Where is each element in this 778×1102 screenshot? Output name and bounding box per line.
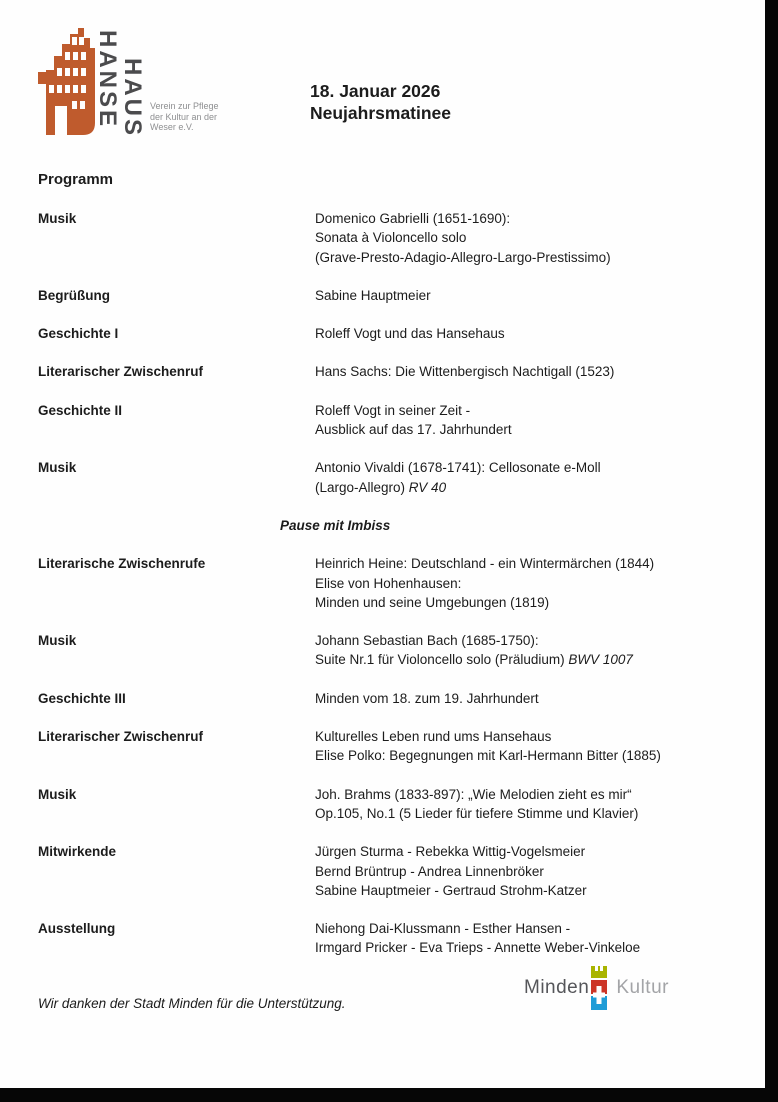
program-row (38, 286, 740, 305)
program-row-content (315, 785, 740, 824)
hansehaus-building-icon (38, 28, 95, 138)
logo-word-haus: HAUS (119, 58, 146, 139)
program-row-line: Bernd Brüntrup - Andrea Linnenbröker (315, 863, 544, 879)
program-row-content (315, 401, 740, 440)
program-row-content (315, 631, 740, 670)
program-row-line: Sabine Hauptmeier - Gertraud Strohm-Katzer (315, 882, 587, 898)
program-row (38, 324, 740, 343)
minden-kultur-logo (524, 965, 669, 1011)
event-title: Neujahrsmatinee (310, 103, 452, 123)
program-row (38, 785, 740, 824)
program-row-content (315, 727, 740, 766)
logo-tagline-line: der Kultur an der (150, 111, 218, 122)
program-row (38, 458, 740, 497)
program-heading: Programm (38, 171, 114, 188)
program-row (38, 362, 740, 381)
scan-border-right (765, 0, 778, 1102)
program-row-label: Musik (38, 786, 77, 802)
program-row-content (315, 324, 740, 343)
program-row-content (315, 689, 740, 708)
program-row-line: Hans Sachs: Die Wittenbergisch Nachtigall (1523) (315, 364, 615, 380)
program-row-content (315, 286, 740, 305)
hansehaus-logo (38, 25, 298, 145)
program-row-line: Sabine Hauptmeier (315, 287, 431, 303)
program-row (38, 727, 740, 766)
thanks-note: Wir danken der Stadt Minden für die Unterstützung. (38, 996, 346, 1011)
program-interlude: Pause mit Imbiss (280, 517, 391, 533)
program-row-line: Kulturelles Leben rund ums Hansehaus (315, 729, 552, 745)
program-row-label: Literarischer Zwischenruf (38, 364, 204, 380)
program-row-line: Elise Polko: Begegnungen mit Karl-Hermann Bitter (1885) (315, 748, 661, 764)
program-row-content (315, 554, 740, 612)
program-row-label: Musik (38, 211, 77, 226)
program-row (38, 842, 740, 900)
program-row (38, 689, 740, 708)
program-row (38, 631, 740, 670)
program-row-label: Musik (38, 460, 77, 476)
program-row-label: Geschichte III (38, 690, 126, 706)
scan-border-bottom (0, 1088, 778, 1102)
program-row-content (315, 842, 740, 900)
program-row-label: Literarische Zwischenrufe (38, 556, 206, 572)
program-row-line: (Grave-Presto-Adagio-Allegro-Largo-Prestissimo) (315, 249, 611, 265)
program-row-label: Ausstellung (38, 921, 116, 937)
minden-kultur-word-kultur: Kultur (616, 977, 669, 998)
program-row-line: Joh. Brahms (1833-897): „Wie Melodien zieht es mir“ (315, 786, 632, 802)
program-row-content (315, 458, 740, 497)
program-row-line: Minden vom 18. zum 19. Jahrhundert (315, 690, 539, 706)
program-row-line: Antonio Vivaldi (1678-1741): Cellosonate e-Moll (315, 460, 601, 476)
program-row-line: Sonata à Violoncello solo (315, 230, 467, 246)
program-row-line: Elise von Hohenhausen: (315, 575, 462, 591)
event-title-block (310, 80, 451, 124)
program-row-line: (Largo-Allegro) RV 40 (315, 479, 447, 495)
event-date: 18. Januar 2026 (310, 81, 441, 101)
logo-tagline-line: Verein zur Pflege (150, 101, 219, 111)
program-row (38, 919, 740, 958)
program-row-content (315, 209, 740, 267)
program-row-line: Roleff Vogt und das Hansehaus (315, 326, 505, 342)
program-row-line: Ausblick auf das 17. Jahrhundert (315, 422, 512, 438)
program-row-content (315, 919, 740, 958)
minden-kultur-word-minden: Minden (524, 977, 590, 998)
program-row-label: Begrüßung (38, 287, 110, 303)
program-row-label: Literarischer Zwischenruf (38, 729, 204, 745)
minden-kultur-plus-icon (591, 965, 607, 1011)
program-row-line: Niehong Dai-Klussmann - Esther Hansen - (315, 921, 571, 937)
program-row-line: Johann Sebastian Bach (1685-1750): (315, 633, 539, 649)
program-row (38, 401, 740, 440)
program-row-line: Minden und seine Umgebungen (1819) (315, 594, 550, 610)
program-row-content (315, 362, 740, 381)
program-row-label: Musik (38, 633, 77, 649)
program-rows (38, 209, 740, 977)
program-row-line: Irmgard Pricker - Eva Trieps - Annette Weber-Vinkeloe (315, 940, 641, 956)
program-row-line: Suite Nr.1 für Violoncello solo (Präludium) BWV 1007 (315, 652, 633, 668)
program-row-line: Heinrich Heine: Deutschland - ein Wintermärchen (1844) (315, 556, 655, 572)
logo-tagline-line: Weser e.V. (150, 122, 194, 132)
program-row-label: Mitwirkende (38, 844, 117, 860)
program-row-label: Geschichte II (38, 402, 123, 418)
program-row-label: Geschichte I (38, 326, 119, 342)
program-row-line: Op.105, No.1 (5 Lieder für tiefere Stimme und Klavier) (315, 805, 639, 821)
program-row-line: Domenico Gabrielli (1651-1690): (315, 211, 511, 226)
program-row (38, 209, 740, 267)
logo-tagline (150, 101, 219, 133)
program-row-line: Roleff Vogt in seiner Zeit - (315, 402, 471, 418)
program-row-line: Jürgen Sturma - Rebekka Wittig-Vogelsmeier (315, 844, 586, 860)
logo-word-hanse: HANSE (94, 30, 121, 130)
program-row (38, 554, 740, 612)
